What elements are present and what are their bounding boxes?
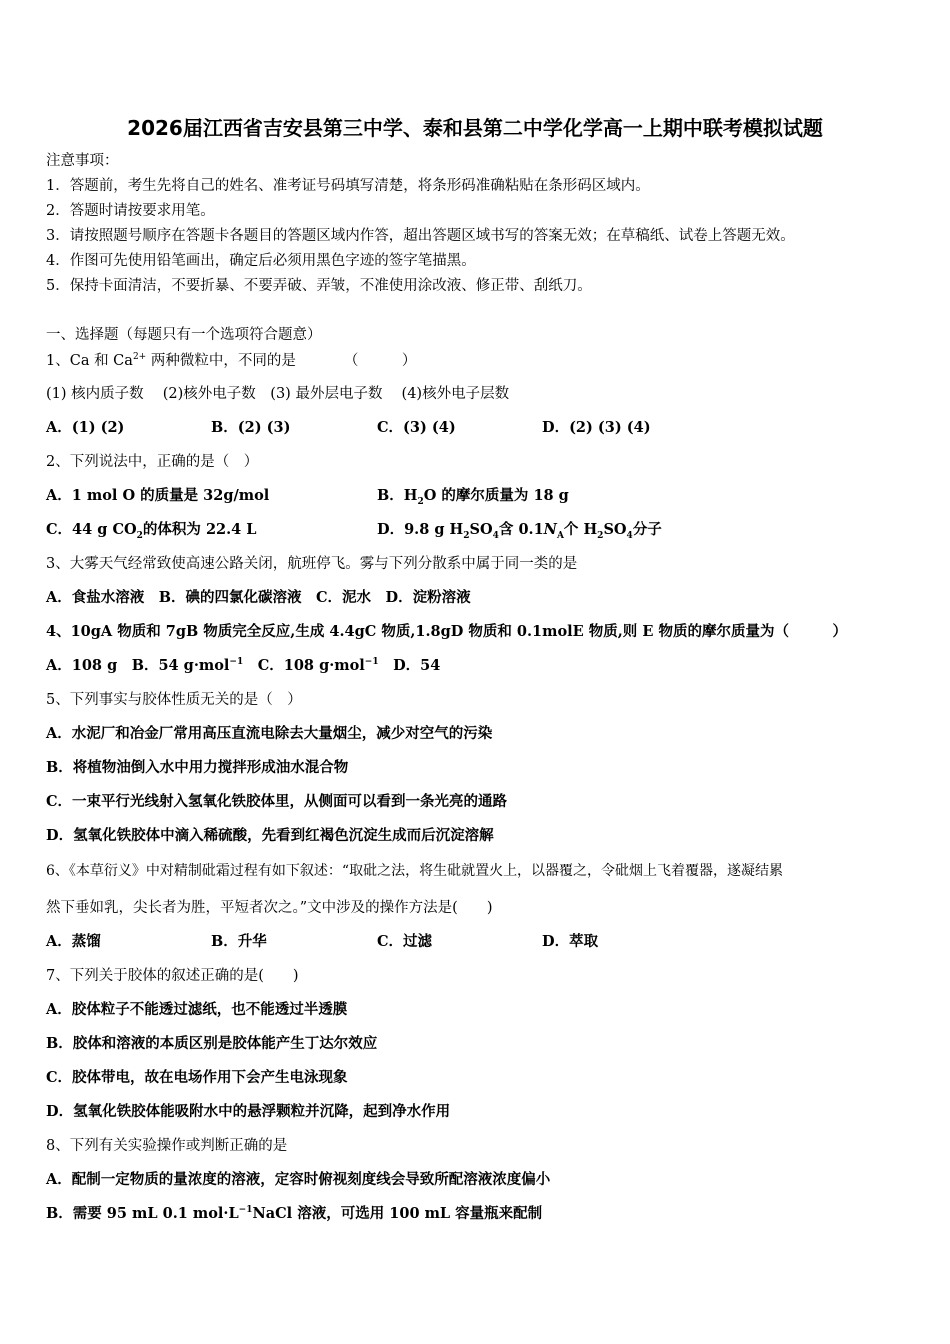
question-6-option-c[interactable]: C．过滤 <box>377 933 433 950</box>
question-5-option-b[interactable]: B．将植物油倒入水中用力搅拌形成油水混合物 <box>46 759 349 776</box>
question-5-option-a[interactable]: A．水泥厂和冶金厂常用高压直流电除去大量烟尘，减少对空气的污染 <box>46 725 493 742</box>
question-5-option-d[interactable]: D．氢氧化铁胶体中滴入稀硫酸，先看到红褐色沉淀生成而后沉淀溶解 <box>46 827 494 844</box>
question-6-option-b[interactable]: B．升华 <box>211 933 267 950</box>
question-2-option-d[interactable]: D．9.8 g $H_2SO_4$含 $0.1N_A$个 $H_2SO_4$分子 <box>377 521 662 541</box>
question-6-stem-line-2: 然下垂如乳，尖长者为胜，平短者次之。”文中涉及的操作方法是( ) <box>46 900 493 916</box>
question-8-option-a[interactable]: A．配制一定物质的量浓度的溶液，定容时俯视刻度线会导致所配溶液浓度偏小 <box>46 1171 551 1188</box>
notice-item-1: 1．答题前，考生先将自己的姓名、准考证号码填写清楚，将条形码准确粘贴在条形码区域内。 <box>46 178 650 194</box>
question-4-options[interactable]: A．108 g B．54 g·mol$^{-1}$ C．108 g·mol$^{-1}$ D．54 <box>46 657 441 674</box>
question-6-stem-line-1: 6、《本草衍义》中对精制砒霜过程有如下叙述：“取砒之法，将生砒就置火上，以器覆之，令砒烟上飞着覆器，遂凝结累 <box>46 863 784 879</box>
page-title: 2026届江西省吉安县第三中学、泰和县第二中学化学高一上期中联考模拟试题 <box>127 116 823 140</box>
question-8-option-b[interactable]: B．需要 95 mL 0.1 $mol\cdot L^{-1}NaCl$ 溶液，可选用 100 mL 容量瓶来配制 <box>46 1205 543 1222</box>
question-7-stem: 7、下列关于胶体的叙述正确的是( ) <box>46 968 299 984</box>
notice-item-2: 2．答题时请按要求用笔。 <box>46 203 215 219</box>
question-1-option-c[interactable]: C．(3) (4) <box>377 419 456 436</box>
question-2-option-a[interactable]: A．1 mol O 的质量是 32g/mol <box>46 487 270 504</box>
question-7-option-d[interactable]: D．氢氧化铁胶体能吸附水中的悬浮颗粒并沉降，起到净水作用 <box>46 1103 451 1120</box>
notice-heading: 注意事项： <box>46 153 119 169</box>
question-7-option-b[interactable]: B．胶体和溶液的本质区别是胶体能产生丁达尔效应 <box>46 1035 378 1052</box>
question-1-option-d[interactable]: D．(2) (3) (4) <box>542 419 651 436</box>
question-1-option-a[interactable]: A．(1) (2) <box>46 419 125 436</box>
question-6-option-d[interactable]: D．萃取 <box>542 933 599 950</box>
question-7-option-a[interactable]: A．胶体粒子不能透过滤纸，也不能透过半透膜 <box>46 1001 348 1018</box>
question-3-stem: 3、大雾天气经常致使高速公路关闭，航班停飞。雾与下列分散系中属于同一类的是 <box>46 556 578 572</box>
notice-item-4: 4．作图可先使用铅笔画出，确定后必须用黑色字迹的签字笔描黑。 <box>46 253 476 269</box>
question-3-options[interactable]: A．食盐水溶液 B．碘的四氯化碳溶液 C．泥水 D．淀粉溶液 <box>46 589 471 606</box>
section-heading: 一、选择题（每题只有一个选项符合题意） <box>46 327 322 343</box>
notice-item-3: 3．请按照题号顺序在答题卡各题目的答题区域内作答，超出答题区域书写的答案无效；在草稿纸、试卷上答题无效。 <box>46 228 795 244</box>
question-1-stem: 1、Ca 和 $Ca^{2+}$ 两种微粒中，不同的是 （ ） <box>46 352 417 369</box>
question-4-stem: 4、10gA 物质和 7gB 物质完全反应,生成 4.4gC 物质,1.8gD 物质和 0.1molE 物质,则 E 物质的摩尔质量为（ ） <box>46 623 847 640</box>
question-8-stem: 8、下列有关实验操作或判断正确的是 <box>46 1138 288 1154</box>
question-1-option-b[interactable]: B．(2) (3) <box>211 419 291 436</box>
question-6-option-a[interactable]: A．蒸馏 <box>46 933 101 950</box>
question-2-option-c[interactable]: C．44 g $CO_2$的体积为 22.4 L <box>46 521 257 541</box>
question-2-stem: 2、下列说法中，正确的是（ ） <box>46 454 259 470</box>
question-7-option-c[interactable]: C．胶体带电，故在电场作用下会产生电泳现象 <box>46 1069 348 1086</box>
notice-item-5: 5．保持卡面清洁，不要折暴、不要弄破、弄皱，不准使用涂改液、修正带、刮纸刀。 <box>46 278 592 294</box>
question-5-option-c[interactable]: C．一束平行光线射入氢氧化铁胶体里，从侧面可以看到一条光亮的通路 <box>46 793 508 810</box>
question-2-option-b[interactable]: B．$H_2O$ 的摩尔质量为 18 g <box>377 487 569 507</box>
question-5-stem: 5、下列事实与胶体性质无关的是（ ） <box>46 692 302 708</box>
question-1-items: (1) 核内质子数 (2)核外电子数 (3) 最外层电子数 (4)核外电子层数 <box>46 386 510 402</box>
